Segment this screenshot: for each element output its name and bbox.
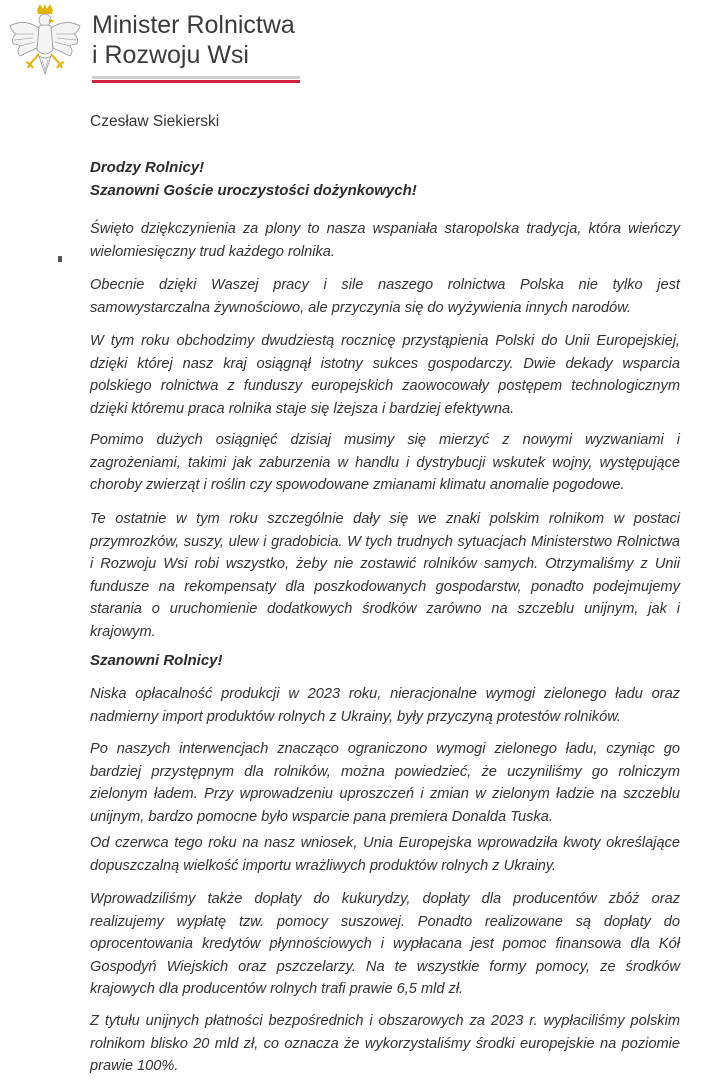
letterhead: [0, 0, 722, 100]
org-name-line1: Minister Rolnictwa: [92, 11, 295, 39]
signer-name: Czesław Siekierski: [90, 113, 220, 130]
paragraph-4: Pomimo dużych osiągnięć dzisiaj musimy się mierzyć z nowymi wyzwaniami i zagrożeniami, takimi jak zaburzenia w handlu i dystrybucji wskutek wojny, występujące choroby zwierząt i roślin czy spowodowane zmianami klimatu anomalie pogodowe.: [90, 432, 680, 493]
polish-eagle-emblem-icon: [6, 4, 84, 90]
paragraph-5: Te ostatnie w tym roku szczególnie dały się we znaki polskim rolnikom w postaci przymrozków, suszy, ulew i gradobicia. W tych trudnych sytuacjach Ministerstwo Rolnictwa i Rozwoju Wsi robi wszystko, żeby nie zostawić rolników samych. Otrzymaliśmy z Unii fundusze na rekompensaty dla poszkodowanych gospodarstw, ponadto podejmujemy starania o uruchomienie dodatkowych środków zarówno na szczeblu unijnym, jak i krajowym.: [90, 511, 680, 640]
subheading: Szanowni Rolnicy!: [90, 652, 223, 669]
greeting-line-1: Drodzy Rolnicy!: [90, 159, 205, 176]
paragraph-2: Obecnie dzięki Waszej pracy i sile naszego rolnictwa Polska nie tylko jest samowystarczalna żywnościowo, ale przyczynia się do wyżywienia innych narodów.: [90, 277, 680, 316]
margin-mark: [58, 256, 62, 262]
flag-stripe-red: [92, 80, 300, 83]
paragraph-7: Po naszych interwencjach znacząco ograniczono wymogi zielonego ładu, czyniąc go bardziej przystępnym dla rolników, można powiedzieć, że uczyniliśmy go rolniczym zielonym ładem. Przy wprowadzeniu uproszczeń i zmian w zielonym ładzie na szczeblu unijnym, bardzo pomocne było wsparcie pana premiera Donalda Tuska.: [90, 741, 680, 825]
paragraph-6: Niska opłacalność produkcji w 2023 roku, nieracjonalne wymogi zielonego ładu oraz nadmierny import produktów rolnych z Ukrainy, były przyczyną protestów rolników.: [90, 686, 680, 725]
paragraph-8: Od czerwca tego roku na nasz wniosek, Unia Europejska wprowadziła kwoty określające dopuszczalną wielkość importu wrażliwych produktów rolnych z Ukrainy.: [90, 835, 680, 874]
paragraph-9: Wprowadziliśmy także dopłaty do kukurydzy, dopłaty dla producentów zbóż oraz realizujemy wypłatę tzw. pomocy suszowej. Ponadto realizowane są dopłaty do oprocentowania kredytów płynnościowych i wypłacana jest pomoc finansowa dla Kół Gospodyń Wiejskich oraz pszczelarzy. Na te wszystkie formy pomocy, ze środków krajowych dla producentów rolnych trafi prawie 6,5 mld zł.: [90, 891, 680, 997]
paragraph-3: W tym roku obchodzimy dwudziestą rocznicę przystąpienia Polski do Unii Europejskiej, dzięki której nasz kraj osiągnął istotny sukces gospodarczy. Dwie dekady wsparcia polskiego rolnictwa z funduszy europejskich zaowocowały postępem technologicznym dzięki któremu praca rolnika staje się lżejsza i bardziej efektywna.: [90, 333, 680, 417]
paragraph-1: Święto dziękczynienia za plony to nasza wspaniała staropolska tradycja, która wieńczy wielomiesięczny trud każdego rolnika.: [90, 221, 680, 260]
paragraph-10: Z tytułu unijnych płatności bezpośrednich i obszarowych za 2023 r. wypłaciliśmy polskim rolnikom blisko 20 mld zł, co oznacza że wykorzystaliśmy środki europejskie na poziomie prawie 100%.: [90, 1013, 680, 1074]
flag-stripe-white: [92, 76, 300, 79]
org-name-line2: i Rozwoju Wsi: [92, 41, 249, 69]
greeting-line-2: Szanowni Goście uroczystości dożynkowych!: [90, 181, 417, 199]
greeting: [90, 157, 680, 202]
